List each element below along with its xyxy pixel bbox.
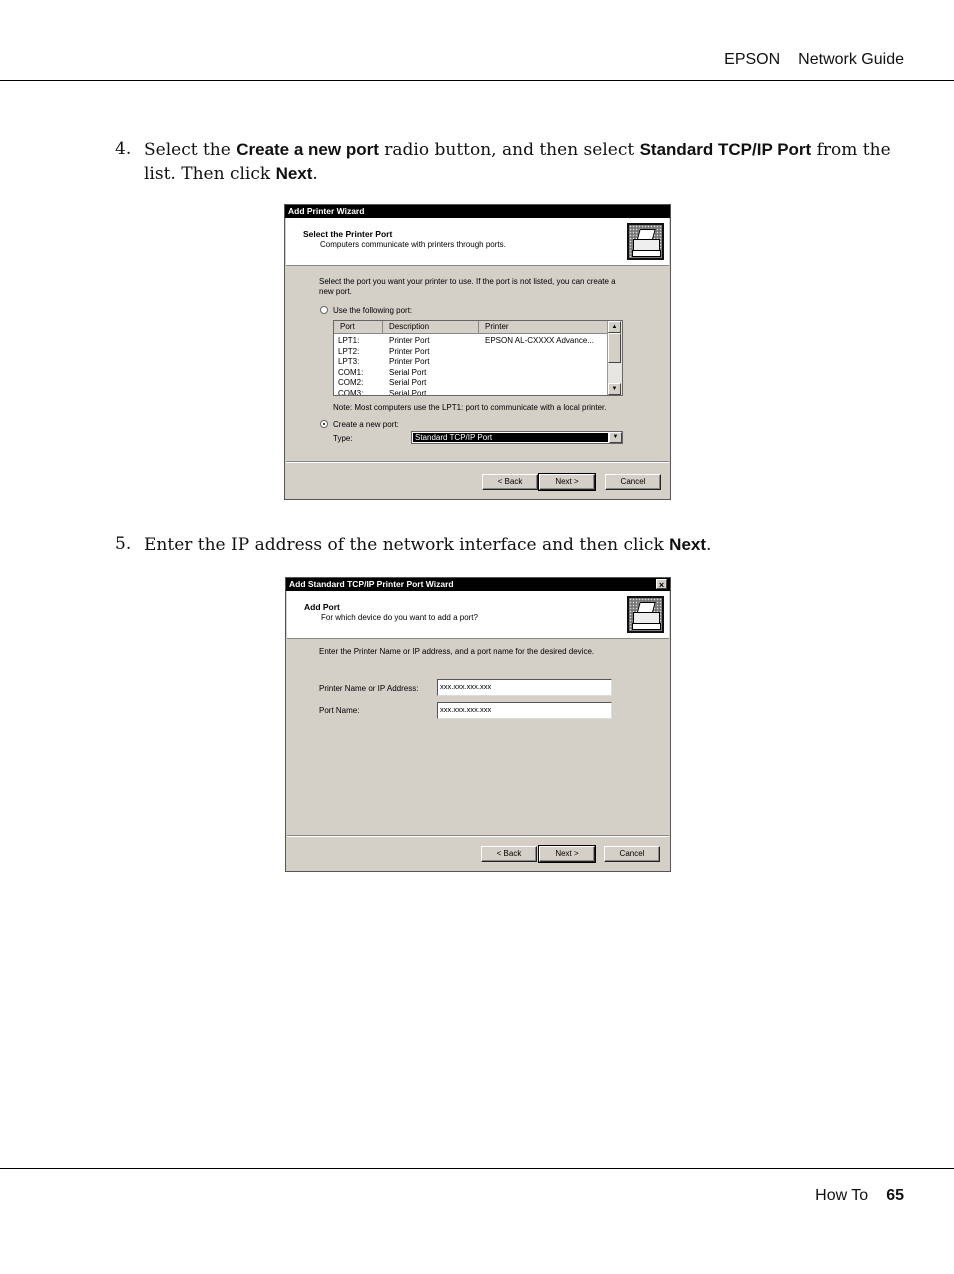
step-text: Enter the IP address of the network interface and then click Next. xyxy=(144,535,712,555)
printer-wizard-icon xyxy=(627,223,664,260)
page-footer xyxy=(815,1187,904,1205)
button-separator xyxy=(287,835,669,837)
brand-name: EPSON xyxy=(724,51,781,68)
step-text: Select the Create a new port radio button, and then select Standard TCP/IP Port from the list. Then click Next. xyxy=(144,140,891,184)
tcpip-port-wizard-dialog xyxy=(285,577,671,872)
column-description[interactable]: Description xyxy=(383,321,479,333)
step-number: 5. xyxy=(115,534,132,554)
column-printer[interactable]: Printer xyxy=(479,321,609,333)
scroll-up-icon[interactable]: ▲ xyxy=(608,321,621,333)
instruction-line-1: Select the port you want your printer to use. If the port is not listed, you can create a xyxy=(319,277,616,286)
scroll-thumb[interactable] xyxy=(608,333,621,363)
wizard-header-band xyxy=(286,218,669,266)
back-button[interactable]: < Back xyxy=(481,846,537,862)
list-item[interactable]: LPT1: Printer Port EPSON AL-CXXXX Advance... xyxy=(338,336,594,345)
section-name: How To xyxy=(815,1187,869,1204)
list-item[interactable]: LPT3: Printer Port xyxy=(338,357,430,366)
step-5 xyxy=(115,533,895,557)
header-rule xyxy=(0,80,954,81)
dialog-title: Add Standard TCP/IP Printer Port Wizard xyxy=(289,579,454,589)
band-subtitle: For which device do you want to add a port? xyxy=(321,613,478,622)
back-button[interactable]: < Back xyxy=(482,474,538,490)
use-port-radio[interactable] xyxy=(320,306,328,314)
use-port-label: Use the following port: xyxy=(333,306,413,315)
button-separator xyxy=(286,461,669,463)
band-title: Select the Printer Port xyxy=(303,229,393,239)
port-list-header xyxy=(334,321,609,334)
instruction-line-2: new port. xyxy=(319,287,352,296)
list-item[interactable]: COM1: Serial Port xyxy=(338,367,427,377)
next-button[interactable]: Next > xyxy=(539,846,595,862)
column-port[interactable]: Port xyxy=(334,321,383,333)
footer-rule xyxy=(0,1168,954,1169)
printer-wizard-icon xyxy=(627,596,664,633)
ip-address-label: Printer Name or IP Address: xyxy=(319,684,419,693)
instruction-text: Enter the Printer Name or IP address, and a port name for the desired device. xyxy=(319,647,595,656)
create-port-label: Create a new port: xyxy=(333,420,399,429)
port-name-input[interactable]: xxx.xxx.xxx.xxx xyxy=(437,702,612,719)
lpt-note: Note: Most computers use the LPT1: port to communicate with a local printer. xyxy=(333,403,607,412)
cancel-button[interactable]: Cancel xyxy=(605,474,661,490)
type-label: Type: xyxy=(333,434,353,443)
dialog-title-bar: Add Printer Wizard xyxy=(285,205,670,218)
list-item[interactable]: COM3: Serial Port xyxy=(338,388,427,396)
step-number: 4. xyxy=(115,139,132,159)
port-type-select[interactable] xyxy=(411,431,623,444)
next-button[interactable]: Next > xyxy=(539,474,595,490)
band-title: Add Port xyxy=(304,602,340,612)
ip-address-input[interactable]: xxx.xxx.xxx.xxx xyxy=(437,679,612,696)
port-type-value: Standard TCP/IP Port xyxy=(413,433,608,442)
band-subtitle: Computers communicate with printers through ports. xyxy=(320,240,506,249)
create-port-radio[interactable] xyxy=(320,420,328,428)
list-item[interactable]: COM2: Serial Port xyxy=(338,378,427,387)
step-4 xyxy=(115,138,895,186)
port-list-scrollbar[interactable] xyxy=(607,321,622,395)
cancel-button[interactable]: Cancel xyxy=(604,846,660,862)
dialog-title-bar xyxy=(286,578,670,591)
scroll-down-icon[interactable]: ▼ xyxy=(608,383,621,395)
port-list[interactable] xyxy=(333,320,623,396)
wizard-header-band xyxy=(287,591,669,639)
chevron-down-icon[interactable]: ▼ xyxy=(609,432,622,443)
page-header xyxy=(724,51,904,69)
list-item[interactable]: LPT2: Printer Port xyxy=(338,346,430,356)
add-printer-wizard-dialog xyxy=(284,204,671,500)
port-name-label: Port Name: xyxy=(319,706,360,715)
close-icon[interactable]: × xyxy=(656,579,667,589)
page-number: 65 xyxy=(886,1187,904,1204)
guide-name: Network Guide xyxy=(798,51,904,68)
